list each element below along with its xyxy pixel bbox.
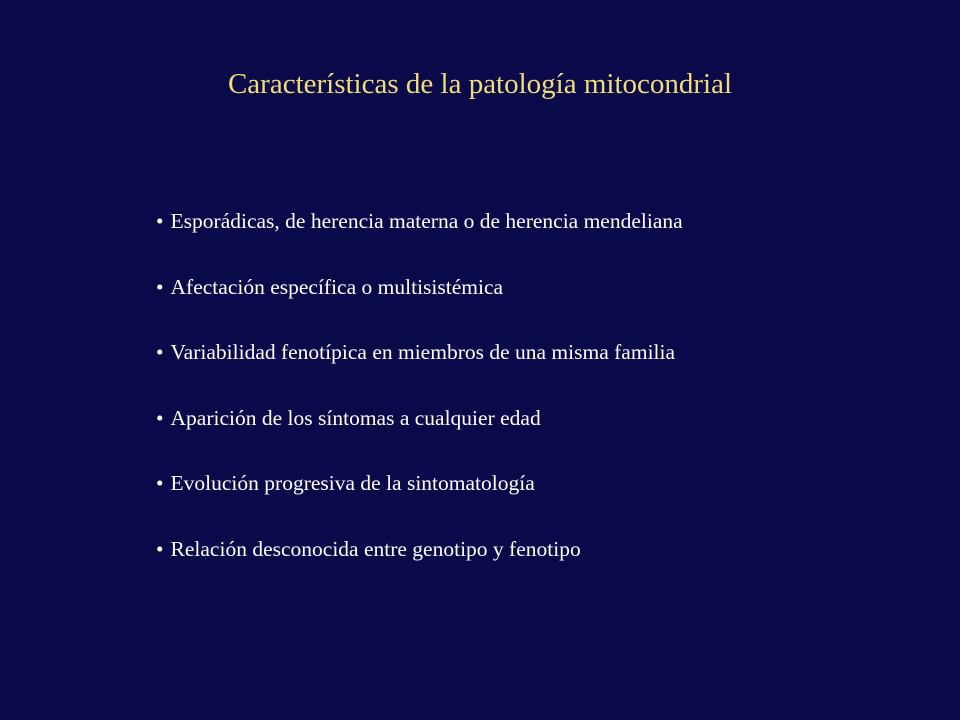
bullet-icon: • bbox=[156, 209, 164, 233]
bullet-icon: • bbox=[156, 274, 164, 299]
bullet-icon: • bbox=[156, 471, 164, 496]
bullet-item-affectation bbox=[156, 269, 683, 305]
bullet-text: Relación desconocida entre genotipo y fenotipo bbox=[170, 536, 581, 561]
bullet-text: Aparición de los síntomas a cualquier edad bbox=[170, 405, 541, 430]
bullet-text: Esporádicas, de herencia materna o de herencia mendeliana bbox=[170, 209, 683, 233]
bullet-text: Variabilidad fenotípica en miembros de una misma familia bbox=[170, 340, 676, 365]
bullet-icon: • bbox=[156, 405, 164, 430]
bullet-text: Evolución progresiva de la sintomatología bbox=[170, 471, 535, 496]
bullet-item-evolution bbox=[156, 465, 683, 501]
bullet-item-sporadic bbox=[156, 203, 683, 239]
bullet-text: Afectación específica o multisistémica bbox=[170, 274, 504, 299]
bullet-item-variability bbox=[156, 334, 683, 370]
slide-title: Características de la patología mitocondrial bbox=[227, 68, 733, 100]
bullet-icon: • bbox=[156, 340, 164, 365]
bullet-icon: • bbox=[156, 536, 164, 561]
bullet-list bbox=[156, 203, 683, 597]
bullet-item-relation bbox=[156, 531, 683, 567]
bullet-item-onset bbox=[156, 400, 683, 436]
